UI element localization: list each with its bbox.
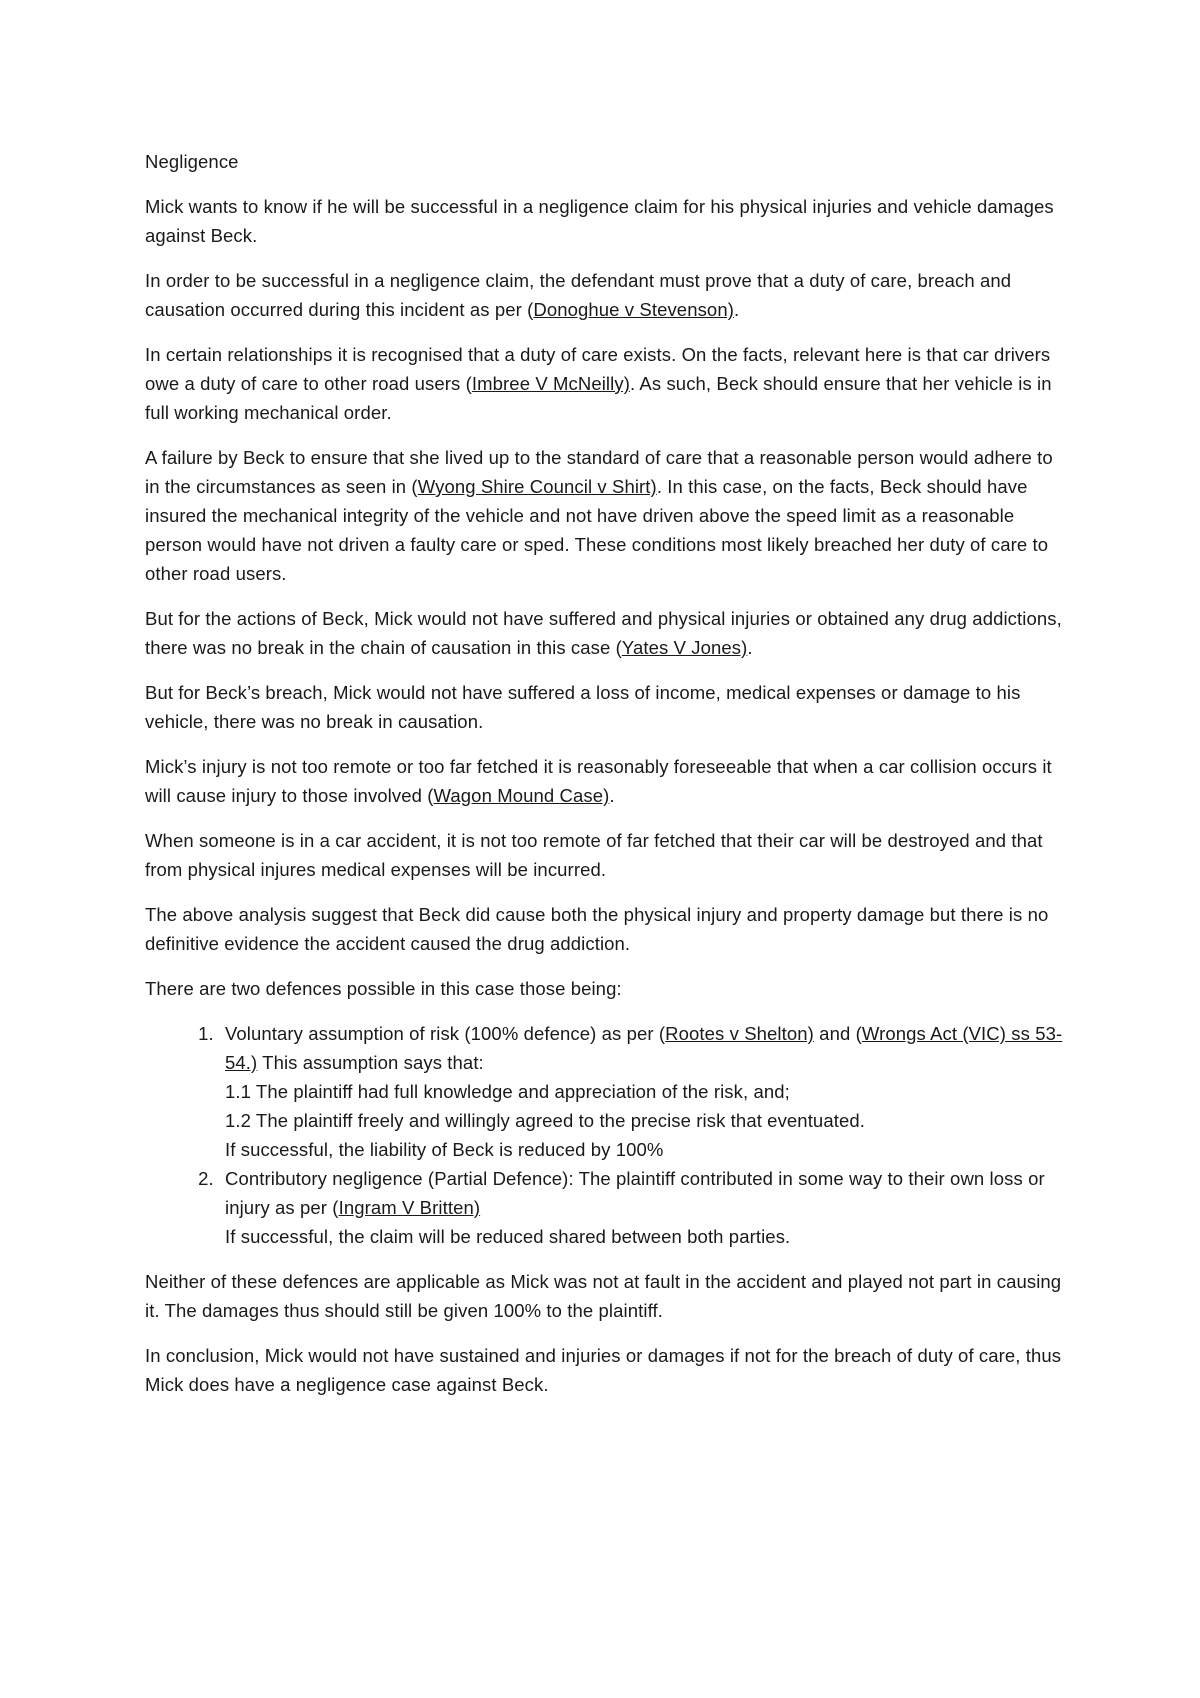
- defences-list: [145, 1019, 1063, 1251]
- duty-requirements-paragraph: [145, 266, 1063, 324]
- case-citation-imbree: Imbree V McNeilly): [471, 373, 630, 394]
- causation-paragraph: [145, 604, 1063, 662]
- analysis-paragraph: The above analysis suggest that Beck did cause both the physical injury and property damage but there is no definitive evidence the accident caused the drug addiction.: [145, 904, 1049, 954]
- paragraph-text: .: [733, 299, 740, 320]
- document-title: Negligence: [145, 151, 239, 172]
- paragraph-text: In certain relationships it is recognised that a duty of care exists. On the facts, relevant here is that car drivers owe a duty of care to other road users (: [145, 344, 1051, 394]
- defences-applicability-paragraph: Neither of these defences are applicable as Mick was not at fault in the accident and played not part in causing it. The damages thus should still be given 100% to the plaintiff.: [145, 1271, 1062, 1321]
- conclusion-paragraph: In conclusion, Mick would not have sustained and injuries or damages if not for the breach of duty of care, thus Mick does have a negligence case against Beck.: [145, 1345, 1062, 1395]
- paragraph-text: . In this case, on the facts, Beck should have insured the mechanical integrity of the vehicle and not have driven above the speed limit as a reasonable person would have not driven a faulty care or sped. These conditions most likely breached her duty of care to other road users.: [145, 476, 1049, 584]
- document-page: [145, 147, 1063, 1415]
- defences-intro-paragraph: There are two defences possible in this case those being:: [145, 978, 622, 999]
- paragraph-text: .: [609, 785, 615, 806]
- breach-paragraph: [145, 443, 1063, 588]
- statute-citation-wrongs-act: Wrongs Act (VIC) ss 53-54.): [225, 1023, 1063, 1073]
- case-citation-yates: Yates V Jones): [621, 637, 748, 658]
- foreseeability-paragraph: When someone is in a car accident, it is not too remote of far fetched that their car will be destroyed and that from physical injures medical expenses will be incurred.: [145, 830, 1043, 880]
- case-citation-donoghue: Donoghue v Stevenson): [533, 299, 734, 320]
- paragraph-text: Contributory negligence (Partial Defence): The plaintiff contributed in some way to their own loss or injury as per (: [225, 1168, 1045, 1218]
- paragraph-text: Voluntary assumption of risk (100% defence) as per (: [225, 1023, 666, 1044]
- case-citation-wagon-mound: Wagon Mound Case): [433, 785, 610, 806]
- paragraph-text: . As such, Beck should ensure that her vehicle is in full working mechanical order.: [145, 373, 1052, 423]
- paragraph-text: .: [747, 637, 753, 658]
- paragraph-text: Mick’s injury is not too remote or too far fetched it is reasonably foreseeable that when a car collision occurs it will cause injury to those involved (: [145, 756, 1052, 806]
- defence-result: If successful, the claim will be reduced shared between both parties.: [225, 1226, 791, 1247]
- paragraph-text: and (: [813, 1023, 862, 1044]
- sub-point-1-2: 1.2 The plaintiff freely and willingly agreed to the precise risk that eventuated.: [225, 1110, 865, 1131]
- sub-point-1-1: 1.1 The plaintiff had full knowledge and appreciation of the risk, and;: [225, 1081, 790, 1102]
- intro-paragraph: Mick wants to know if he will be successful in a negligence claim for his physical injuries and vehicle damages against Beck.: [145, 196, 1054, 246]
- defence-item-voluntary-assumption: [219, 1019, 1063, 1164]
- paragraph-text: A failure by Beck to ensure that she lived up to the standard of care that a reasonable person would adhere to in the circumstances as seen in (: [145, 447, 1053, 497]
- duty-of-care-paragraph: [145, 340, 1063, 427]
- defence-result: If successful, the liability of Beck is reduced by 100%: [225, 1139, 664, 1160]
- case-citation-wyong: Wyong Shire Council v Shirt): [417, 476, 657, 497]
- case-citation-ingram: Ingram V Britten): [338, 1197, 481, 1218]
- paragraph-text: This assumption says that:: [257, 1052, 484, 1073]
- remoteness-paragraph: [145, 752, 1063, 810]
- paragraph-text: In order to be successful in a negligence claim, the defendant must prove that a duty of care, breach and causation occurred during this incident as per (: [145, 270, 1012, 320]
- paragraph-text: But for the actions of Beck, Mick would not have suffered and physical injuries or obtained any drug addictions, there was no break in the chain of causation in this case (: [145, 608, 1062, 658]
- loss-paragraph: But for Beck’s breach, Mick would not have suffered a loss of income, medical expenses or damage to his vehicle, there was no break in causation.: [145, 682, 1021, 732]
- case-citation-rootes: Rootes v Shelton): [665, 1023, 814, 1044]
- defence-item-contributory-negligence: [219, 1164, 1063, 1251]
